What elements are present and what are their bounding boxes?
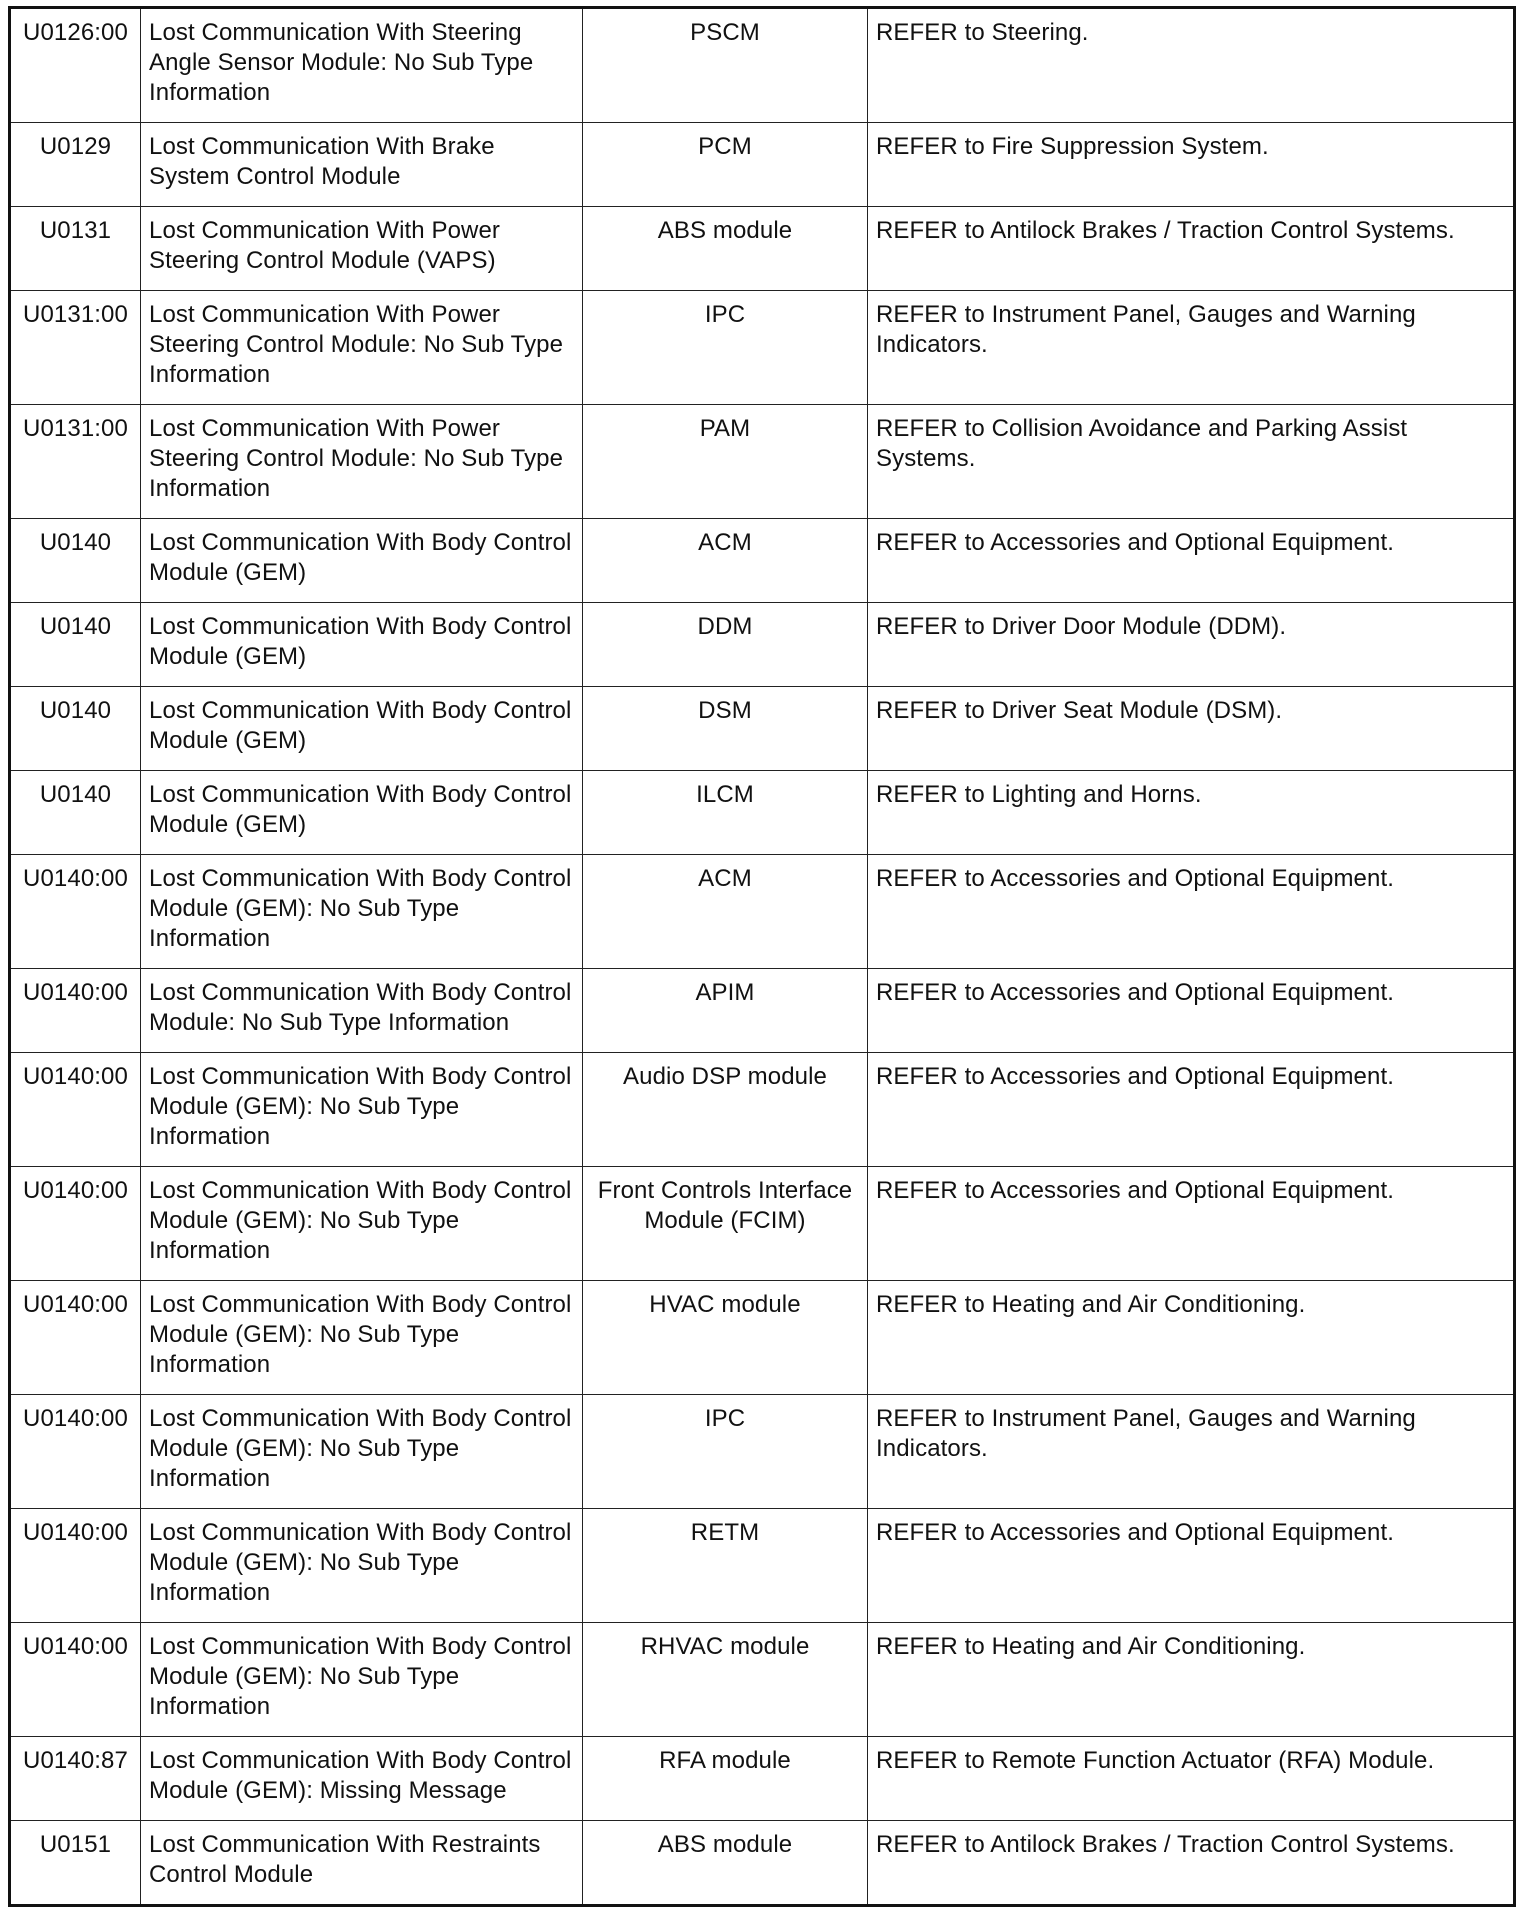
dtc-code: U0140:00 [10, 969, 141, 1053]
dtc-module: IPC [583, 1395, 868, 1509]
dtc-code: U0131:00 [10, 291, 141, 405]
dtc-description: Lost Communication With Body Control Module: No Sub Type Information [141, 969, 583, 1053]
dtc-description: Lost Communication With Body Control Module (GEM): No Sub Type Information [141, 1053, 583, 1167]
dtc-action: REFER to Antilock Brakes / Traction Control Systems. [868, 1821, 1515, 1906]
dtc-code: U0140:87 [10, 1737, 141, 1821]
dtc-action: REFER to Collision Avoidance and Parking Assist Systems. [868, 405, 1515, 519]
dtc-action: REFER to Fire Suppression System. [868, 123, 1515, 207]
dtc-module: ABS module [583, 207, 868, 291]
dtc-action: REFER to Accessories and Optional Equipment. [868, 519, 1515, 603]
dtc-action: REFER to Heating and Air Conditioning. [868, 1623, 1515, 1737]
table-row [10, 1821, 1515, 1906]
dtc-module: RHVAC module [583, 1623, 868, 1737]
dtc-action: REFER to Instrument Panel, Gauges and Warning Indicators. [868, 291, 1515, 405]
dtc-module: ILCM [583, 771, 868, 855]
table-row [10, 8, 1515, 123]
dtc-code: U0140:00 [10, 1281, 141, 1395]
table-row [10, 1395, 1515, 1509]
dtc-code: U0140:00 [10, 1167, 141, 1281]
dtc-code: U0140 [10, 771, 141, 855]
table-row [10, 123, 1515, 207]
dtc-action: REFER to Steering. [868, 8, 1515, 123]
dtc-code: U0140 [10, 519, 141, 603]
dtc-action: REFER to Lighting and Horns. [868, 771, 1515, 855]
dtc-description: Lost Communication With Power Steering Control Module: No Sub Type Information [141, 405, 583, 519]
table-row [10, 1281, 1515, 1395]
dtc-action: REFER to Accessories and Optional Equipment. [868, 1509, 1515, 1623]
dtc-module: ACM [583, 519, 868, 603]
dtc-module: ABS module [583, 1821, 868, 1906]
dtc-module: APIM [583, 969, 868, 1053]
dtc-module: DSM [583, 687, 868, 771]
table-row [10, 1623, 1515, 1737]
table-row [10, 687, 1515, 771]
table-row [10, 1167, 1515, 1281]
table-row [10, 1737, 1515, 1821]
dtc-module: PCM [583, 123, 868, 207]
table-row [10, 1509, 1515, 1623]
dtc-description: Lost Communication With Body Control Module (GEM): No Sub Type Information [141, 1395, 583, 1509]
dtc-code: U0140:00 [10, 1395, 141, 1509]
dtc-code: U0140 [10, 687, 141, 771]
dtc-action: REFER to Remote Function Actuator (RFA) Module. [868, 1737, 1515, 1821]
dtc-action: REFER to Instrument Panel, Gauges and Warning Indicators. [868, 1395, 1515, 1509]
dtc-code: U0140:00 [10, 1053, 141, 1167]
dtc-description: Lost Communication With Body Control Module (GEM): No Sub Type Information [141, 1167, 583, 1281]
table-row [10, 405, 1515, 519]
dtc-description: Lost Communication With Body Control Module (GEM): Missing Message [141, 1737, 583, 1821]
dtc-action: REFER to Accessories and Optional Equipment. [868, 855, 1515, 969]
dtc-description: Lost Communication With Body Control Module (GEM) [141, 771, 583, 855]
table-row [10, 855, 1515, 969]
dtc-action: REFER to Accessories and Optional Equipment. [868, 969, 1515, 1053]
dtc-action: REFER to Heating and Air Conditioning. [868, 1281, 1515, 1395]
table-row [10, 519, 1515, 603]
dtc-table [8, 6, 1516, 1907]
dtc-module: PAM [583, 405, 868, 519]
table-row [10, 207, 1515, 291]
dtc-module: ACM [583, 855, 868, 969]
dtc-code: U0140:00 [10, 1509, 141, 1623]
table-row [10, 969, 1515, 1053]
dtc-module: PSCM [583, 8, 868, 123]
dtc-module: HVAC module [583, 1281, 868, 1395]
dtc-code: U0140:00 [10, 855, 141, 969]
dtc-description: Lost Communication With Body Control Module (GEM): No Sub Type Information [141, 855, 583, 969]
dtc-table-body [10, 8, 1515, 1906]
dtc-module: RETM [583, 1509, 868, 1623]
dtc-description: Lost Communication With Body Control Module (GEM) [141, 687, 583, 771]
table-row [10, 603, 1515, 687]
table-row [10, 771, 1515, 855]
dtc-description: Lost Communication With Body Control Module (GEM) [141, 603, 583, 687]
dtc-description: Lost Communication With Body Control Module (GEM): No Sub Type Information [141, 1509, 583, 1623]
dtc-code: U0140:00 [10, 1623, 141, 1737]
dtc-code: U0131 [10, 207, 141, 291]
dtc-action: REFER to Accessories and Optional Equipment. [868, 1167, 1515, 1281]
dtc-description: Lost Communication With Body Control Module (GEM): No Sub Type Information [141, 1281, 583, 1395]
dtc-description: Lost Communication With Body Control Module (GEM): No Sub Type Information [141, 1623, 583, 1737]
dtc-action: REFER to Driver Seat Module (DSM). [868, 687, 1515, 771]
dtc-description: Lost Communication With Steering Angle Sensor Module: No Sub Type Information [141, 8, 583, 123]
dtc-description: Lost Communication With Brake System Control Module [141, 123, 583, 207]
table-row [10, 291, 1515, 405]
dtc-action: REFER to Driver Door Module (DDM). [868, 603, 1515, 687]
dtc-description: Lost Communication With Power Steering Control Module: No Sub Type Information [141, 291, 583, 405]
dtc-action: REFER to Accessories and Optional Equipment. [868, 1053, 1515, 1167]
dtc-module: IPC [583, 291, 868, 405]
dtc-module: DDM [583, 603, 868, 687]
table-row [10, 1053, 1515, 1167]
dtc-description: Lost Communication With Restraints Control Module [141, 1821, 583, 1906]
dtc-module: RFA module [583, 1737, 868, 1821]
dtc-code: U0126:00 [10, 8, 141, 123]
dtc-description: Lost Communication With Power Steering Control Module (VAPS) [141, 207, 583, 291]
dtc-module: Front Controls Interface Module (FCIM) [583, 1167, 868, 1281]
dtc-code: U0131:00 [10, 405, 141, 519]
dtc-action: REFER to Antilock Brakes / Traction Control Systems. [868, 207, 1515, 291]
dtc-code: U0140 [10, 603, 141, 687]
dtc-description: Lost Communication With Body Control Module (GEM) [141, 519, 583, 603]
dtc-module: Audio DSP module [583, 1053, 868, 1167]
dtc-code: U0151 [10, 1821, 141, 1906]
dtc-code: U0129 [10, 123, 141, 207]
